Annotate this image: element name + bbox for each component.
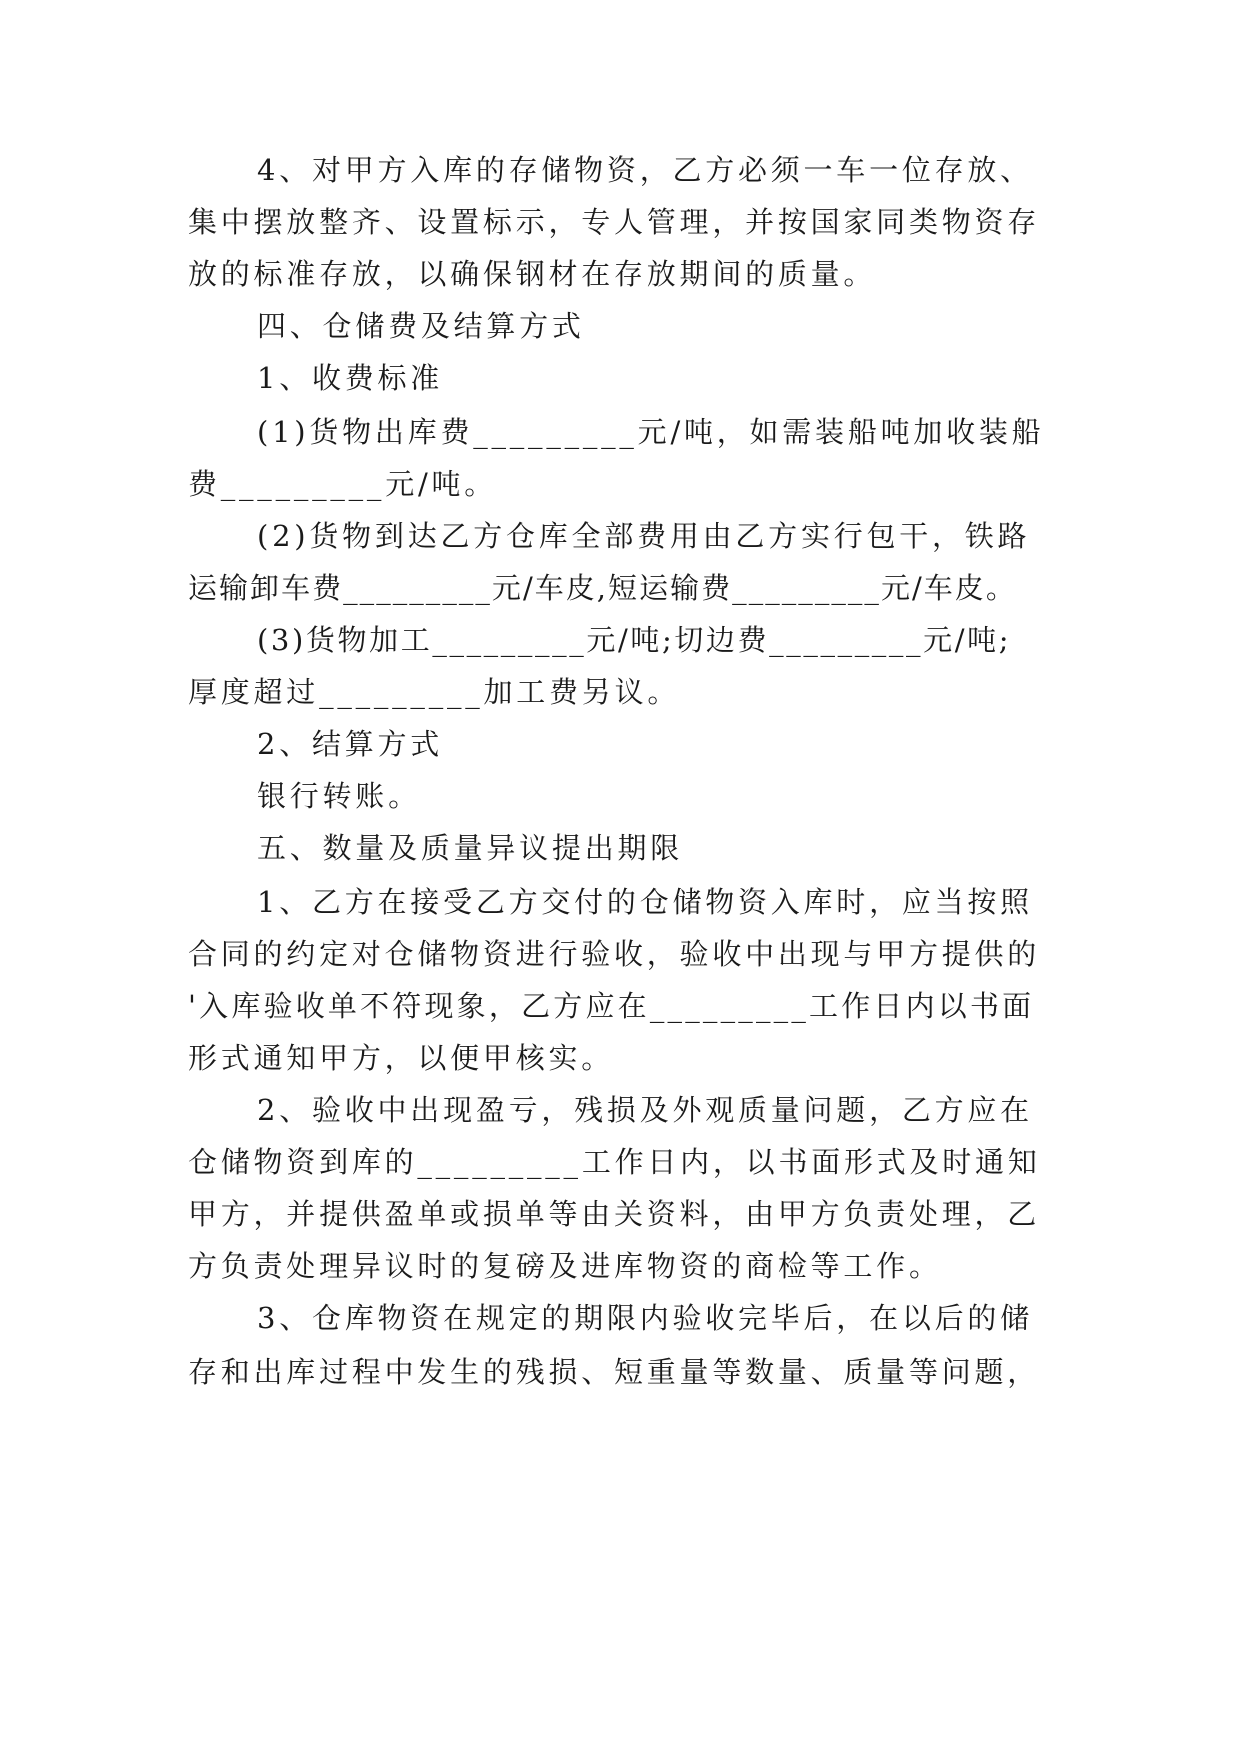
text-line: (2)货物到达乙方仓库全部费用由乙方实行包干，铁路 [257, 519, 1031, 553]
text-line: 银行转账。 [257, 779, 421, 813]
text-line: (1)货物出库费_________元/吨，如需装船吨加收装船 [257, 415, 1045, 449]
text-line: 形式通知甲方，以便甲核实。 [188, 1041, 615, 1075]
text-line: 甲方，并提供盈单或损单等由关资料，由甲方负责处理，乙 [188, 1197, 1041, 1231]
text-line: 合同的约定对仓储物资进行验收，验收中出现与甲方提供的 [188, 937, 1041, 971]
text-line: (3)货物加工_________元/吨;切边费_________元/吨; [257, 623, 1012, 657]
text-line: 放的标准存放，以确保钢材在存放期间的质量。 [188, 257, 877, 291]
subsection-heading: 1、收费标准 [257, 361, 444, 395]
text-line: 费_________元/吨。 [188, 467, 498, 501]
text-line: 4、对甲方入库的存储物资，乙方必须一车一位存放、 [257, 153, 1033, 187]
text-line: 仓储物资到库的_________工作日内，以书面形式及时通知 [188, 1145, 1041, 1179]
text-line: 1、乙方在接受乙方交付的仓储物资入库时，应当按照 [257, 885, 1033, 919]
text-line: 集中摆放整齐、设置标示，专人管理，并按国家同类物资存 [188, 205, 1041, 239]
text-line: 厚度超过_________加工费另议。 [188, 675, 681, 709]
text-line: 运输卸车费_________元/车皮,短运输费_________元/车皮。 [188, 571, 1017, 605]
section-heading: 四、仓储费及结算方式 [257, 309, 585, 343]
text-line: 方负责处理异议时的复磅及进库物资的商检等工作。 [188, 1249, 942, 1283]
text-line: 3、仓库物资在规定的期限内验收完毕后，在以后的储 [257, 1301, 1033, 1335]
text-line: '入库验收单不符现象，乙方应在_________工作日内以书面 [188, 989, 1035, 1023]
text-line: 2、验收中出现盈亏，残损及外观质量问题，乙方应在 [257, 1093, 1033, 1127]
text-line: 存和出库过程中发生的残损、短重量等数量、质量等问题， [188, 1355, 1041, 1389]
subsection-heading: 2、结算方式 [257, 727, 444, 761]
section-heading: 五、数量及质量异议提出期限 [257, 831, 684, 865]
